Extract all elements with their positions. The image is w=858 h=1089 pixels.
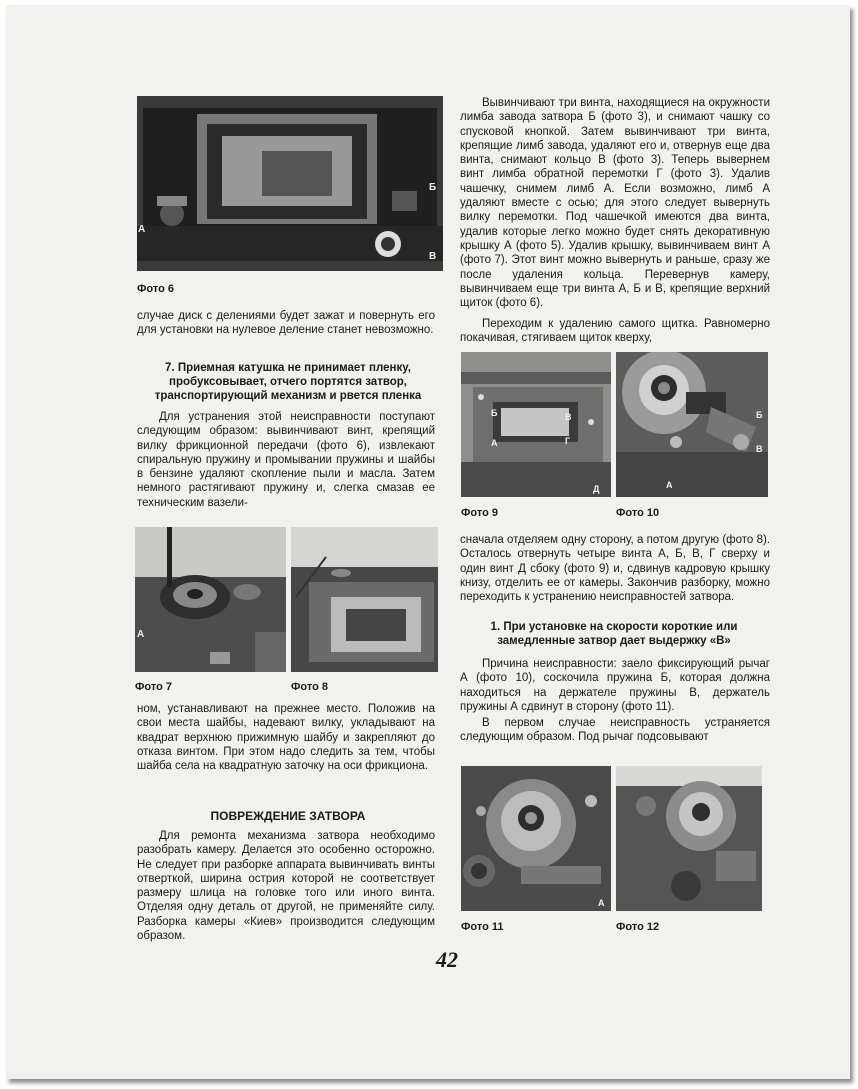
photo-9	[461, 352, 611, 497]
caption-photo-6: Фото 6	[137, 283, 174, 295]
photo-7	[135, 527, 286, 672]
photo-9-letter-b: Б	[491, 408, 498, 418]
left-para-after-photo-6: случае диск с делениями будет зажат и повернуть его для установки на нулевое деление станет невозможно.	[137, 310, 435, 337]
photo-6-letter-v: В	[429, 251, 437, 262]
photo-9-letter-g: Г	[565, 436, 571, 446]
photo-10-letter-b: Б	[756, 410, 763, 420]
right-para-after-photo-9: сначала отделяем одну сторону, а потом другую (фото 8). Осталось отвернуть четыре винта А, Б, В, Г сверху и один винт Д сбоку (фото 9) и, сдвинув кадровую крышку книзу, отделить ее от камеры. Закончив разборку, можно переходить к устранению неисправностей затвора.	[460, 534, 770, 604]
left-para-shutter: Для ремонта механизма затвора необходимо разобрать камеру. Делается это особенно осторожно. Не следует при разборке аппарата вывинчивать винты отверткой, ширина острия которой не соответствует размеру шлица на головке того или иного винта. Отделяя одну деталь от другой, не применяйте силу. Разборка камеры «Киев» производится следующим образом.	[137, 830, 435, 943]
photo-8	[291, 527, 438, 672]
photo-6-letter-b: Б	[429, 182, 437, 193]
section-heading-shutter: ПОВРЕЖДЕНИЕ ЗАТВОРА	[210, 809, 366, 823]
photo-9-letter-v: В	[565, 412, 572, 422]
right-para-cause: Причина неисправности: заело фиксирующий рычаг А (фото 10), соскочила пружина Б, которая должна находиться на держателе пружины В, держатель пружины А сдвинут в сторону (фото 11).	[460, 658, 770, 713]
photo-11-letter-a: А	[598, 898, 605, 908]
photo-7-letter-a: А	[137, 629, 145, 640]
caption-photo-7: Фото 7	[135, 681, 172, 693]
caption-photo-9: Фото 9	[461, 507, 498, 519]
right-para-first-case: В первом случае неисправность устраняется следующим образом. Под рычаг подсовывают	[460, 717, 770, 744]
photo-10-letter-v: В	[756, 444, 763, 454]
book-page	[6, 5, 850, 1079]
right-para-shield: Переходим к удалению самого щитка. Равномерно покачивая, стягиваем щиток кверху,	[460, 318, 770, 345]
photo-11	[461, 766, 611, 911]
page-number: 42	[436, 947, 458, 972]
left-para-after-photo-7: ном, устанавливают на прежнее место. Положив на свои места шайбы, надевают вилку, укладывают на квадрат верхнюю прижимную шайбу и закрепляют до отказа винтом. При этом надо следить за тем, чтобы шайба села на квадратную заточку на оси фрикциона.	[137, 703, 435, 773]
caption-photo-8: Фото 8	[291, 681, 328, 693]
right-para-top: Вывинчивают три винта, находящиеся на окружности лимба завода затвора Б (фото 3), и снимают чашку со спусковой кнопкой. Затем вывинчивают три винта, крепящие лимб завода, удаляют его и, отвернув еще два винта, снимают кольцо В (фото 3). Теперь вывернем винт лимба обратной перемотки Г (фото 3). Удалив чашечку, снимем лимб А. Если возможно, лимб А удаляют вместе с осью; для этого следует вывернуть вилку перемотки. Под чашечкой имеются два винта, удалив которые легко можно будет снять декоративную крышку А (фото 5). Удалив крышку, вывинчиваем винт А (фото 7). Этот винт можно вывернуть и раньше, сразу же после удаления кольца. Перевернув камеру, вывинчиваем еще три винта А, Б и В, крепящие верхний щиток (фото 6).	[460, 97, 770, 310]
caption-photo-10: Фото 10	[616, 507, 660, 519]
caption-photo-11: Фото 11	[461, 921, 504, 933]
photo-9-letter-a: А	[491, 438, 498, 448]
heading-section-1: 1. При установке на скорости короткие или замедленные затвор дает выдержку «В»	[490, 621, 738, 647]
left-para-fix-7: Для устранения этой неисправности поступают следующим образом: вывинчивают винт, крепящий вилку фрикционной передачи (фото 6), извлекают спиральную пружину и промывании пружины и шайбы в бензине удаляют скопление пыли и масла. Затем немного растягивают пружину и, слегка смазав ее техническим вазели-	[137, 411, 435, 509]
photo-10	[616, 352, 768, 497]
photo-6-letter-a: А	[138, 224, 146, 235]
photo-10-letter-a: А	[666, 480, 673, 490]
heading-section-7: 7. Приемная катушка не принимает пленку, пробуксовывает, отчего портятся затвор, транспортирующий механизм и рвется пленка	[154, 362, 422, 402]
caption-photo-12: Фото 12	[616, 921, 660, 933]
photo-6-camera-back	[137, 96, 443, 271]
photo-9-letter-d: Д	[593, 484, 600, 494]
photo-12	[616, 766, 762, 911]
